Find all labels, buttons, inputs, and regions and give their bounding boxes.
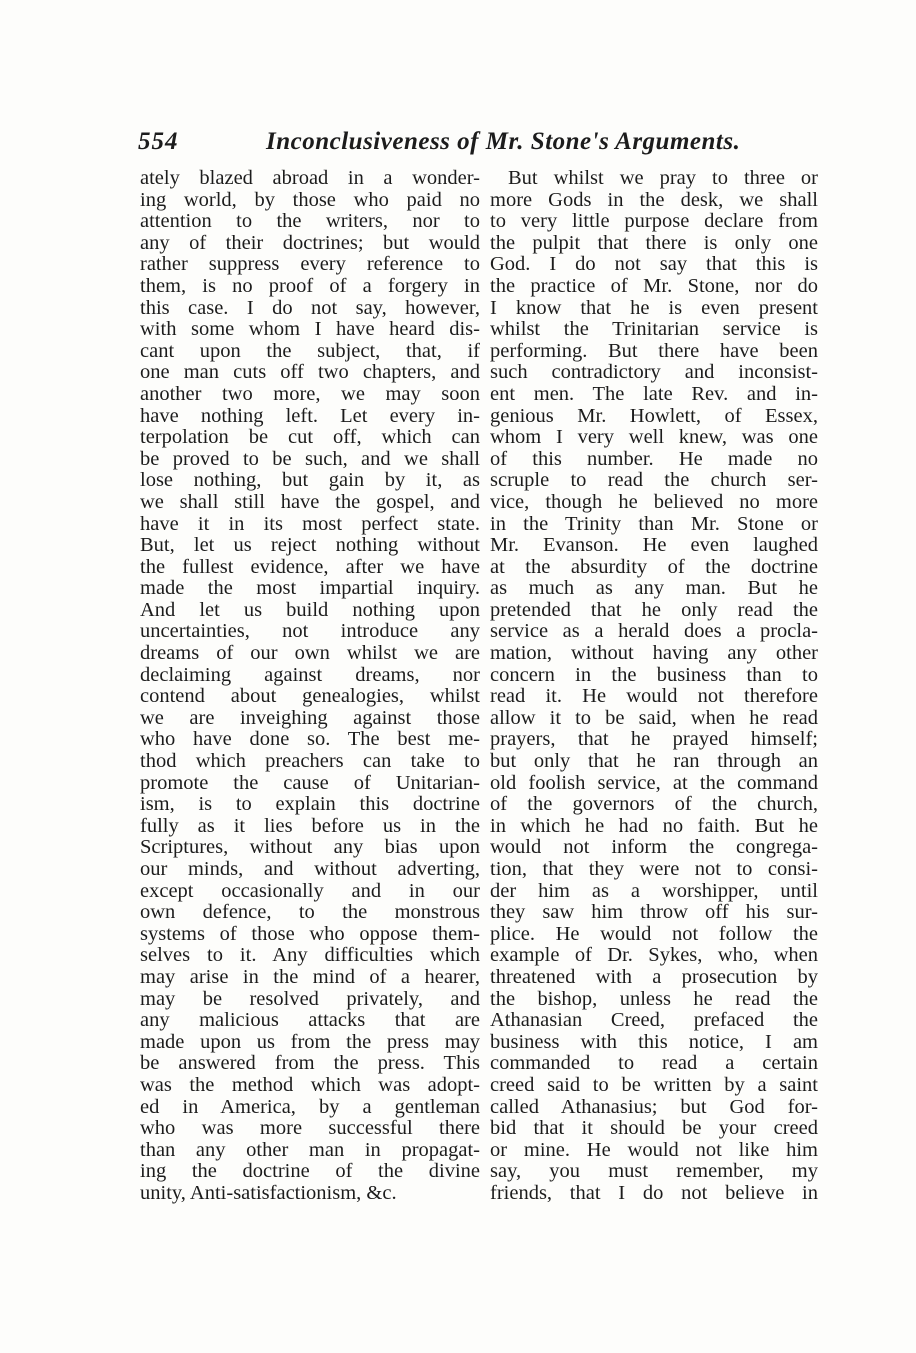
text-line: business with this notice, I am <box>490 1030 818 1053</box>
right-text-column <box>490 168 818 1205</box>
text-line: any malicious attacks that are <box>140 1009 480 1032</box>
text-line: own defence, to the monstrous <box>140 901 480 924</box>
text-line: be proved to be such, and we shall <box>140 447 480 470</box>
text-line: they saw him throw off his sur- <box>490 901 818 924</box>
text-line: old foolish service, at the command <box>490 771 818 794</box>
text-line: ed in America, by a gentleman <box>140 1095 480 1118</box>
text-line: this case. I do not say, however, <box>140 296 480 319</box>
text-line: bid that it should be your creed <box>490 1117 818 1140</box>
text-line: terpolation be cut off, which can <box>140 426 480 449</box>
text-line: such contradictory and inconsist- <box>490 361 818 384</box>
text-line: have it in its most perfect state. <box>140 512 480 535</box>
text-line: ism, is to explain this doctrine <box>140 793 480 816</box>
text-line: fully as it lies before us in the <box>140 814 480 837</box>
text-line: commanded to read a certain <box>490 1052 818 1075</box>
text-line: ing world, by those who paid no <box>140 188 480 211</box>
text-line: systems of those who oppose them- <box>140 922 480 945</box>
text-line: vice, though he believed no more <box>490 490 818 513</box>
text-line: made upon us from the press may <box>140 1030 480 1053</box>
text-line: we are inveighing against those <box>140 706 480 729</box>
page-number: 554 <box>138 128 179 155</box>
text-line: genious Mr. Howlett, of Essex, <box>490 404 818 427</box>
text-line: contend about genealogies, whilst <box>140 685 480 708</box>
text-line: in which he had no faith. But he <box>490 814 818 837</box>
text-line: And let us build nothing upon <box>140 598 480 621</box>
text-line: Scriptures, without any bias upon <box>140 836 480 859</box>
text-line: plice. He would not follow the <box>490 922 818 945</box>
text-line: to very little purpose declare from <box>490 210 818 233</box>
text-line: threatened with a prosecution by <box>490 965 818 988</box>
text-line: I know that he is even present <box>490 296 818 319</box>
text-line: more Gods in the desk, we shall <box>490 188 818 211</box>
text-line: made the most impartial inquiry. <box>140 577 480 600</box>
text-line: selves to it. Any difficulties which <box>140 944 480 967</box>
text-line: who was more successful there <box>140 1117 480 1140</box>
text-line: cant upon the subject, that, if <box>140 339 480 362</box>
text-line: der him as a worshipper, until <box>490 879 818 902</box>
text-line: friends, that I do not believe in <box>490 1181 818 1204</box>
text-line: God. I do not say that this is <box>490 253 818 276</box>
text-line: any of their doctrines; but would <box>140 231 480 254</box>
text-line: thod which preachers can take to <box>140 750 480 773</box>
text-line: the practice of Mr. Stone, nor do <box>490 274 818 297</box>
text-line: another two more, we may soon <box>140 382 480 405</box>
text-line: creed said to be written by a saint <box>490 1073 818 1096</box>
text-line: whom I very well knew, was one <box>490 426 818 449</box>
text-line: whilst the Trinitarian service is <box>490 318 818 341</box>
text-line: promote the cause of Unitarian- <box>140 771 480 794</box>
text-line: as much as any man. But he <box>490 577 818 600</box>
text-line: Mr. Evanson. He even laughed <box>490 534 818 557</box>
page-header <box>138 128 828 162</box>
text-line: of the governors of the church, <box>490 793 818 816</box>
text-line: unity, Anti-satisfactionism, &c. <box>140 1181 397 1204</box>
text-line: performing. But there have been <box>490 339 818 362</box>
text-line: say, you must remember, my <box>490 1160 818 1183</box>
text-line: pretended that he only read the <box>490 598 818 621</box>
text-line: example of Dr. Sykes, who, when <box>490 944 818 967</box>
text-line: But whilst we pray to three or <box>508 167 818 189</box>
text-line: except occasionally and in our <box>140 879 480 902</box>
text-line: or mine. He would not like him <box>490 1138 818 1161</box>
text-line: uncertainties, not introduce any <box>140 620 480 643</box>
text-line: prayers, that he prayed himself; <box>490 728 818 751</box>
text-line: may be resolved privately, and <box>140 987 480 1010</box>
left-text-column <box>140 168 480 1205</box>
text-line: one man cuts off two chapters, and <box>140 361 480 384</box>
text-line: of this number. He made no <box>490 447 818 470</box>
text-line: be answered from the press. This <box>140 1052 480 1075</box>
text-line: Athanasian Creed, prefaced the <box>490 1009 818 1032</box>
text-line: at the absurdity of the doctrine <box>490 555 818 578</box>
text-line: have nothing left. Let every in- <box>140 404 480 427</box>
text-line: the bishop, unless he read the <box>490 987 818 1010</box>
text-line: mation, without having any other <box>490 642 818 665</box>
text-line: service as a herald does a procla- <box>490 620 818 643</box>
text-line: called Athanasius; but God for- <box>490 1095 818 1118</box>
text-line: allow it to be said, when he read <box>490 706 818 729</box>
text-line: we shall still have the gospel, and <box>140 490 480 513</box>
text-line: tion, that they were not to consi- <box>490 858 818 880</box>
text-line: than any other man in propagat- <box>140 1138 480 1161</box>
text-line: read it. He would not therefore <box>490 685 818 708</box>
text-line: ing the doctrine of the divine <box>140 1160 480 1183</box>
text-line: but only that he ran through an <box>490 750 818 773</box>
text-line: in the Trinity than Mr. Stone or <box>490 512 818 535</box>
text-line: ately blazed abroad in a wonder- <box>140 167 480 189</box>
text-line: who have done so. The best me- <box>140 728 480 751</box>
text-line: may arise in the mind of a hearer, <box>140 965 480 988</box>
text-line: attention to the writers, nor to <box>140 210 480 233</box>
text-line: rather suppress every reference to <box>140 253 480 276</box>
text-line: the pulpit that there is only one <box>490 231 818 254</box>
text-line: with some whom I have heard dis- <box>140 318 480 341</box>
running-title: Inconclusiveness of Mr. Stone's Arguments. <box>266 128 741 155</box>
text-line: ent men. The late Rev. and in- <box>490 382 818 405</box>
text-line: scruple to read the church ser- <box>490 469 818 492</box>
text-line: was the method which was adopt- <box>140 1073 480 1096</box>
text-line: them, is no proof of a forgery in <box>140 274 480 297</box>
text-line: lose nothing, but gain by it, as <box>140 469 480 492</box>
text-line: the fullest evidence, after we have <box>140 555 480 578</box>
text-line: our minds, and without adverting, <box>140 858 480 880</box>
text-line: concern in the business than to <box>490 663 818 686</box>
text-line: declaiming against dreams, nor <box>140 663 480 686</box>
text-line: would not inform the congrega- <box>490 836 818 859</box>
text-line: dreams of our own whilst we are <box>140 642 480 665</box>
text-line: But, let us reject nothing without <box>140 534 480 557</box>
